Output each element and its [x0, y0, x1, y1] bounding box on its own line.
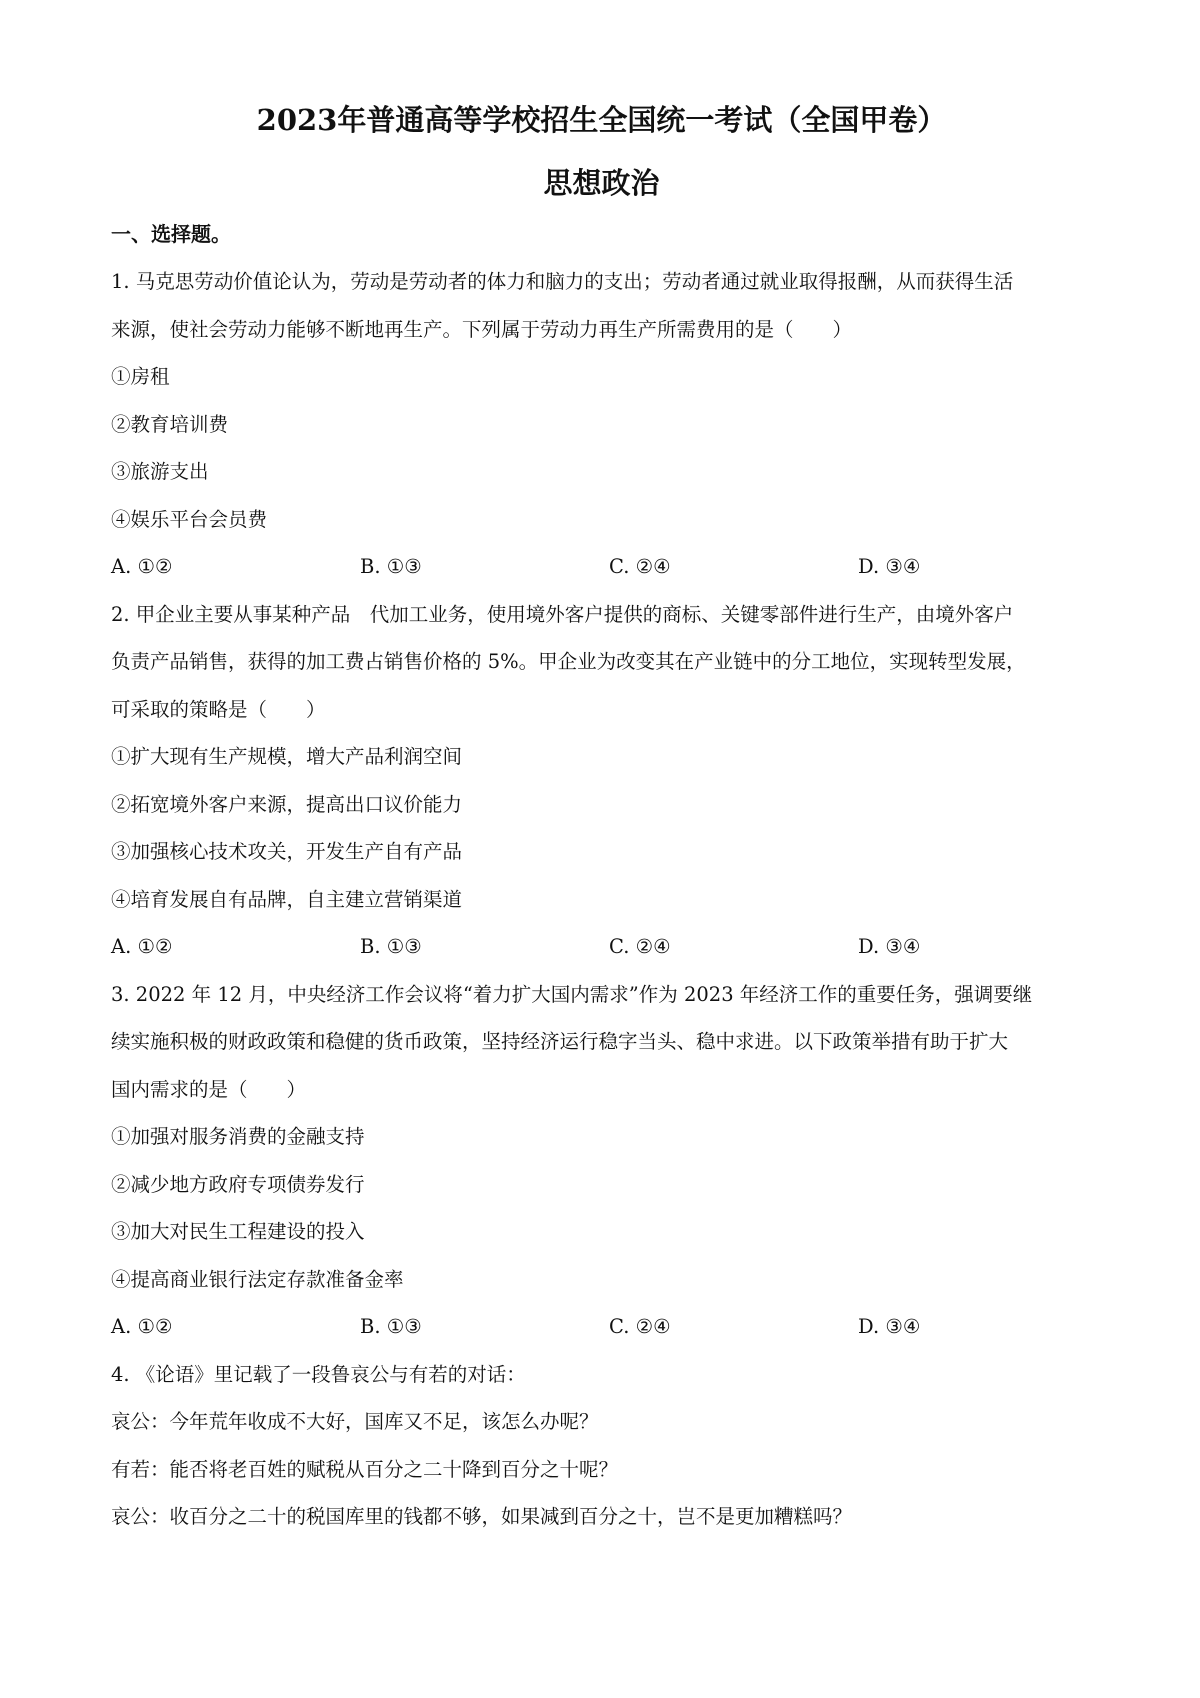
question-statement: ④培育发展自有品牌，自主建立营销渠道 [111, 887, 463, 911]
question-statement: ②教育培训费 [111, 412, 229, 436]
answer-option-A[interactable]: A. ①② [111, 935, 173, 958]
question-statement: ①加强对服务消费的金融支持 [111, 1125, 365, 1148]
answer-option-A[interactable]: A. ①② [111, 1315, 173, 1338]
question-statement: 哀公：今年荒年收成不大好，国库又不足，该怎么办呢？ [111, 1410, 599, 1433]
question-4 [111, 1351, 1092, 1541]
answer-option-B[interactable]: B. ①③ [360, 935, 422, 958]
question-statement: ②拓宽境外客户来源，提高出口议价能力 [111, 792, 463, 816]
question-statement: ③加大对民生工程建设的投入 [111, 1220, 365, 1243]
question-statement: ①房租 [111, 365, 170, 388]
answer-options [111, 1303, 1092, 1351]
question-statement: ④提高商业银行法定存款准备金率 [111, 1267, 404, 1291]
answer-option-C[interactable]: C. ②④ [609, 555, 671, 578]
answer-option-D[interactable]: D. ③④ [858, 1315, 921, 1338]
question-stem-line: 来源，使社会劳动力能够不断地再生产。下列属于劳动力再生产所需费用的是（ ） [111, 317, 853, 341]
answer-option-B[interactable]: B. ①③ [360, 555, 422, 578]
question-statement: ③旅游支出 [111, 460, 209, 483]
question-3 [111, 971, 1092, 1351]
answer-option-C[interactable]: C. ②④ [609, 1315, 671, 1338]
question-stem-line: 负责产品销售，获得的加工费占销售价格的 5%。甲企业为改变其在产业链中的分工地位，实现转型发展， [111, 650, 1026, 673]
exam-title: 2023年普通高等学校招生全国统一考试（全国甲卷） [256, 103, 947, 137]
question-statement: 哀公：收百分之二十的税国库里的钱都不够，如果减到百分之十，岂不是更加糟糕吗？ [111, 1505, 853, 1528]
question-2 [111, 591, 1092, 971]
answer-options [111, 923, 1092, 971]
answer-option-D[interactable]: D. ③④ [858, 935, 921, 958]
question-stem-line: 可采取的策略是（ ） [111, 697, 326, 721]
answer-option-C[interactable]: C. ②④ [609, 935, 671, 958]
answer-option-B[interactable]: B. ①③ [360, 1315, 422, 1338]
question-statement: ①扩大现有生产规模，增大产品利润空间 [111, 745, 463, 768]
subject-title: 思想政治 [543, 166, 660, 200]
question-statement: ③加强核心技术攻关，开发生产自有产品 [111, 840, 463, 863]
question-stem-line: 3. 2022 年 12 月，中央经济工作会议将“着力扩大国内需求”作为 2023 年经济工作的重要任务，强调要继 [111, 982, 1033, 1006]
question-list [111, 258, 1092, 1541]
question-stem-line: 国内需求的是（ ） [111, 1077, 307, 1101]
question-statement: ④娱乐平台会员费 [111, 507, 268, 531]
question-stem-line: 续实施积极的财政政策和稳健的货币政策，坚持经济运行稳字当头、稳中求进。以下政策举措有助于扩大 [111, 1030, 1009, 1053]
answer-option-A[interactable]: A. ①② [111, 555, 173, 578]
answer-options [111, 543, 1092, 591]
answer-option-D[interactable]: D. ③④ [858, 555, 921, 578]
question-1 [111, 258, 1092, 591]
question-statement: 有若：能否将老百姓的赋税从百分之二十降到百分之十呢？ [111, 1457, 619, 1481]
question-stem-line: 1. 马克思劳动价值论认为，劳动是劳动者的体力和脑力的支出；劳动者通过就业取得报酬，从而获得生活 [111, 270, 1014, 293]
section-heading: 一、选择题。 [111, 222, 231, 246]
question-stem-line: 2. 甲企业主要从事某种产品 代加工业务，使用境外客户提供的商标、关键零部件进行生产，由境外客户 [111, 602, 1014, 626]
question-statement: ②减少地方政府专项债券发行 [111, 1172, 365, 1196]
question-stem-line: 4. 《论语》里记载了一段鲁哀公与有若的对话： [111, 1362, 526, 1386]
